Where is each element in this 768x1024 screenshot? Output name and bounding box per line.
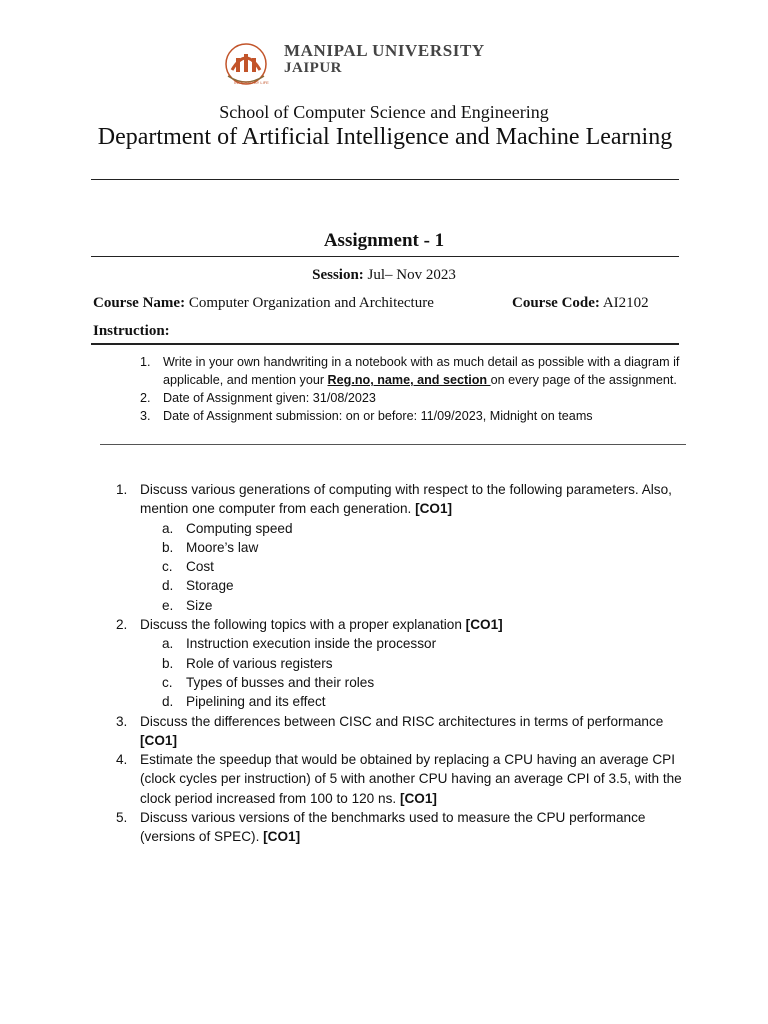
sub-item: e. Size — [162, 597, 213, 613]
department-title: Department of Artificial Intelligence and Machine Learning — [97, 124, 673, 150]
sub-item: d. Pipelining and its effect — [162, 694, 326, 710]
question-item: 3. Discuss the differences between CISC and RISC architectures in terms of performance [CO1] — [116, 713, 664, 748]
assignment-title: Assignment - 1 — [323, 230, 445, 251]
question-item: 2. Discuss the following topics with a proper explanation [CO1] — [116, 617, 503, 633]
instruction-item: 3. Date of Assignment submission: on or before: 11/09/2023, Midnight on teams — [140, 409, 593, 423]
co-tag: [CO1] — [140, 732, 178, 748]
question-item: 4. Estimate the speedup that would be obtained by replacing a CPU having an average CPI (clock cycles per instruction) of 5 with another CPU having an average CPI of 3.5, with the clock period increased from 100 to 120 ns. [CO1] — [116, 752, 682, 806]
question-item: 5. Discuss various versions of the benchmarks used to measure the CPU performance (versions of SPEC). [CO1] — [116, 810, 646, 845]
instruction-item: 1. Write in your own handwriting in a notebook with as much detail as possible with a diagram if applicable, and mention your Reg.no, name, and section on every page of the assignment. — [140, 355, 680, 387]
co-tag: [CO1] — [415, 501, 453, 517]
co-tag: [CO1] — [399, 790, 437, 806]
instruction-end-divider — [100, 444, 686, 445]
instruction-divider — [91, 343, 679, 345]
instruction-list — [140, 353, 680, 425]
question-item: 1. Discuss various generations of computing with respect to the following parameters. Also, mention one computer from each generation. [CO1] — [116, 482, 672, 517]
course-name-value: Computer Organization and Architecture — [188, 295, 434, 311]
sub-item: a. Computing speed — [162, 520, 293, 536]
session-line — [0, 267, 768, 284]
header-divider — [91, 179, 679, 180]
sub-item: b. Role of various registers — [162, 655, 333, 671]
title-divider — [91, 256, 679, 257]
session-value: Jul– Nov 2023 — [367, 267, 456, 283]
sub-item: a. Instruction execution inside the processor — [162, 636, 437, 652]
sub-item: d. Storage — [162, 578, 234, 594]
logo-ring-text: INSPIRED BY LIFE — [234, 80, 269, 85]
instruction-emphasis: Reg.no, name, and section — [327, 373, 491, 387]
instruction-item: 2. Date of Assignment given: 31/08/2023 — [140, 391, 376, 405]
sub-item: c. Cost — [162, 559, 214, 575]
co-tag: [CO1] — [465, 617, 503, 633]
question-list — [116, 480, 686, 847]
session-label: Session: — [312, 267, 364, 283]
logo-title: MANIPAL UNIVERSITY — [284, 41, 485, 60]
logo-subtitle: JAIPUR — [284, 60, 342, 76]
course-code — [512, 295, 649, 312]
course-name — [93, 295, 434, 312]
sub-item: b. Moore’s law — [162, 539, 259, 555]
course-name-label: Course Name: — [93, 295, 186, 311]
course-code-label: Course Code: — [512, 295, 600, 311]
university-logo — [222, 40, 510, 90]
instruction-heading: Instruction: — [93, 323, 170, 339]
school-name: School of Computer Science and Engineering — [219, 102, 549, 122]
course-code-value: AI2102 — [602, 295, 649, 311]
co-tag: [CO1] — [263, 829, 301, 845]
sub-item: c. Types of busses and their roles — [162, 674, 375, 690]
university-emblem-icon — [222, 40, 278, 90]
